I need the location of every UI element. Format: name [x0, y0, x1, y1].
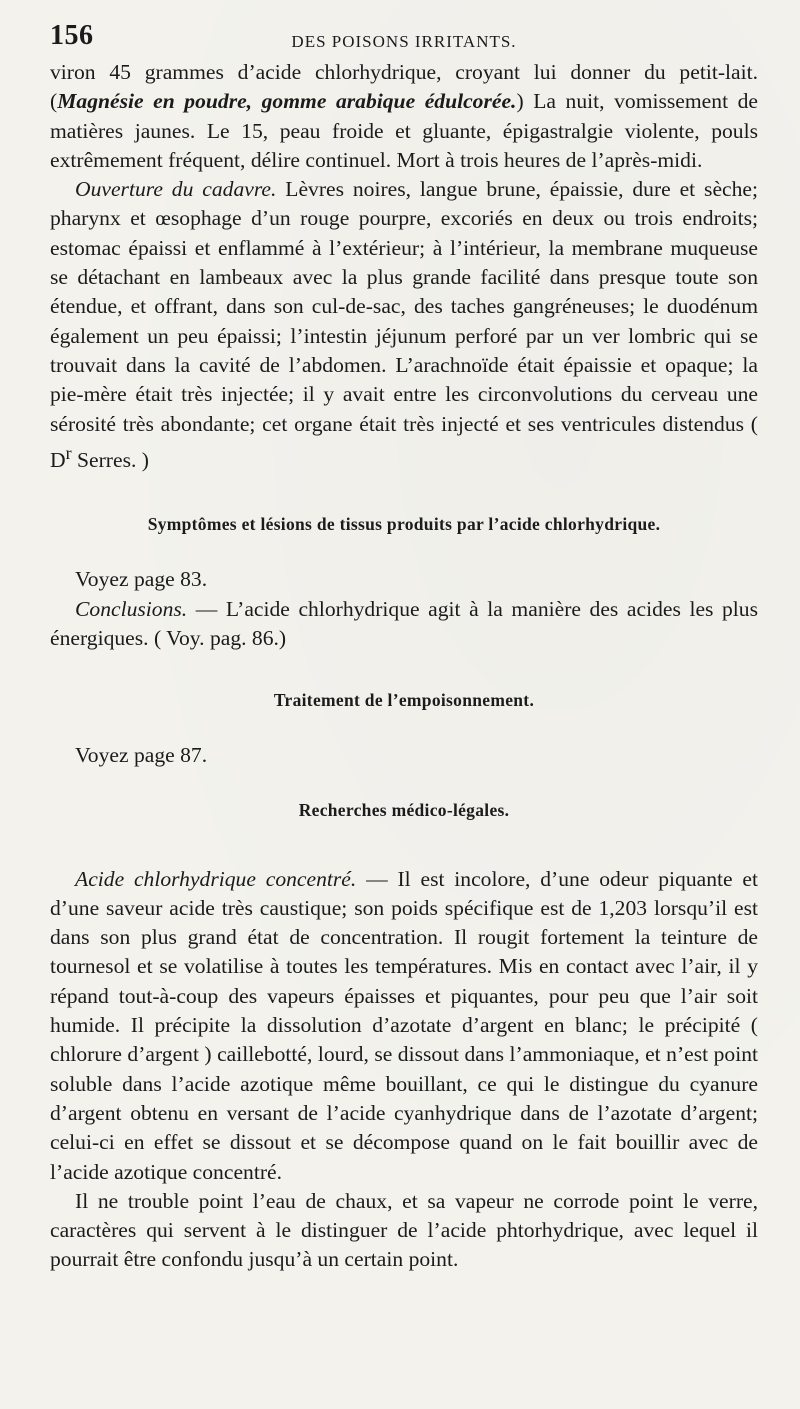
paragraph-see-page-83: Voyez page 83.: [75, 567, 208, 592]
text-run: — L’acide chlorhydrique agit à la manière des acides les plus énergiques. ( Voy. pag. 86.): [50, 596, 758, 650]
running-head: DES POISONS IRRITANTS.: [291, 32, 517, 51]
paragraph-autopsy: [50, 175, 758, 475]
section-title-symptoms: Symptômes et lésions de tissus produits par l’acide chlorhydrique.: [147, 514, 661, 535]
italic-heading-autopsy: Ouverture du cadavre.: [75, 177, 277, 202]
italic-heading-concentrated-acid: Acide chlorhydrique concentré.: [75, 866, 357, 891]
paragraph-concentrated-acid: [50, 865, 758, 1187]
page-number: 156: [50, 20, 94, 51]
text-run: viron 45 grammes d’acide chlorhydrique, croyant lui donner du petit-lait. (: [50, 60, 758, 114]
paragraph-case-continuation: [50, 58, 758, 175]
text-run: Serres. ): [71, 448, 149, 473]
italic-heading-conclusions: Conclusions.: [75, 596, 188, 621]
text-run: ) La nuit, vomissement de matières jaunes. Le 15, peau froide et gluante, épigastralgie violente, pouls extrêmement fréquent, délire continuel. Mort à trois heures de l’après-midi.: [50, 89, 759, 172]
text-run: — Il est incolore, d’une odeur piquante et d’une saveur acide très caustique; son poids spécifique est de 1,203 lorsqu’il est dans son plus grand état de concentration. Il rougit fortement la teinture de tournesol et se volatilise à toutes les températures. Mis en contact avec l’air, il y répand tout-à-coup des vapeurs épaisses et piquantes, pour peu que l’air soit humide. Il précipite la dissolution d’azotate d’argent en blanc; le précipité ( chlorure d’argent ) caillebotté, lourd, se dissout dans l’ammoniaque, et n’est point soluble dans l’acide azotique même bouillant, ce qui le distingue du cyanure d’argent obtenu en versant de l’acide cyanhydrique dans de l’azotate d’argent; celui-ci en effet se dissout et se décompose quand on le fait bouillir avec de l’acide azotique concentré.: [50, 866, 758, 1184]
paragraph-conclusions: [50, 595, 758, 654]
text-run: Lèvres noires, langue brune, épaissie, dure et sèche; pharynx et œsophage d’un rouge pourpre, excoriés en deux ou trois endroits; estomac épaissi et enflammé à l’extérieur; à l’intérieur, la membrane muqueuse se détachant en lambeaux avec la plus grande facilité dans presque toute son étendue, et offrant, dans son cul-de-sac, des taches gangréneuses; le duodénum également un peu épaissi; l’intestin jéjunum perforé par un ver lombric qui se trouvait dans la cavité de l’abdomen. L’arachnoïde était épaissie et opaque; la pie-mère était très injectée; il y avait entre les circonvolutions du cerveau une sérosité très abondante; cet organe était très injecté et ses ventricules distendus ( D: [50, 177, 758, 473]
section-title-treatment: Traitement de l’empoisonnement.: [273, 690, 535, 711]
paragraph-lime-water: Il ne trouble point l’eau de chaux, et sa vapeur ne corrode point le verre, caractères qui servent à le distinguer de l’acide phtorhydrique, avec lequel il pourrait être confondu jusqu’à un certain point.: [50, 1188, 758, 1272]
page-header: [50, 18, 758, 58]
paragraph-see-page-87: Voyez page 87.: [75, 743, 208, 768]
section-title-forensic: Recherches médico-légales.: [298, 799, 510, 820]
superscript: r: [65, 442, 72, 463]
italic-treatment-note: Magnésie en poudre, gomme arabique édulcorée.: [57, 89, 517, 114]
